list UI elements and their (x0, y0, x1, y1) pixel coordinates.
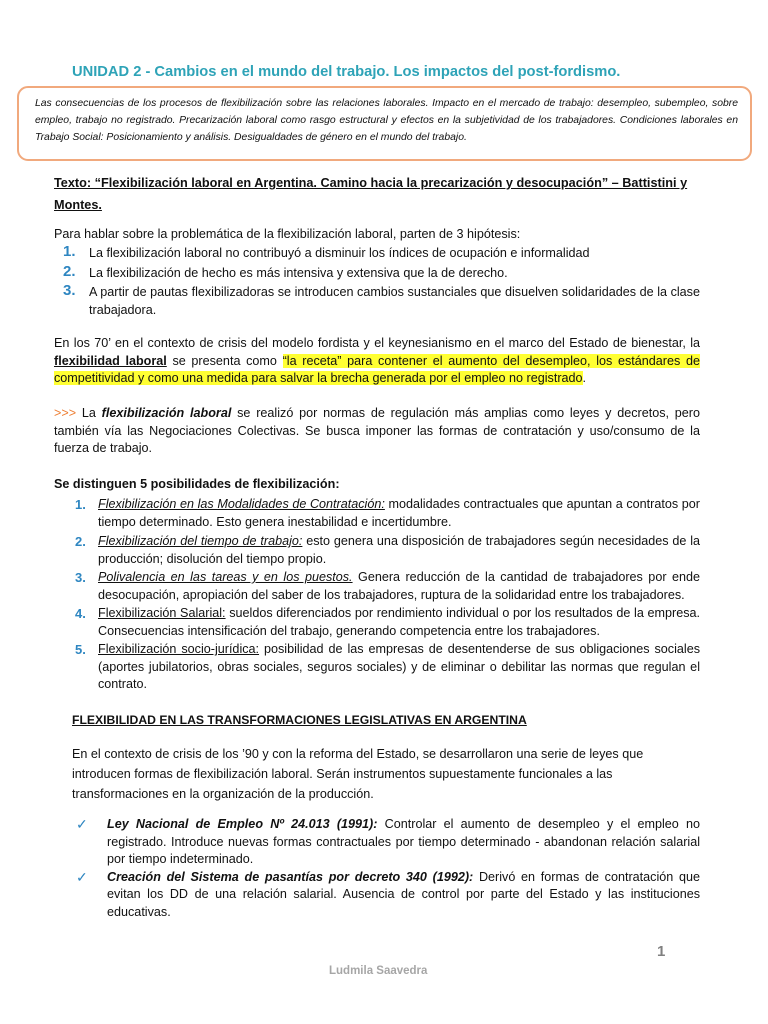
footer-author: Ludmila Saavedra (329, 965, 428, 977)
five-list (75, 496, 700, 694)
paragraph-text: se presenta como (166, 353, 283, 368)
list-item (75, 641, 700, 694)
list-item (75, 569, 700, 604)
hypotheses-list (63, 245, 700, 319)
list-item-text: esto genera una disposición de trabajadores según necesidades de la producción; disolución del tiempo propio. (98, 534, 700, 566)
checkmark-icon: ✓ (76, 868, 88, 885)
list-item (75, 533, 700, 568)
list-item (63, 262, 700, 283)
page-title: UNIDAD 2 - Cambios en el mundo del trabajo. Los impactos del post-fordismo. (72, 64, 621, 80)
text-title (54, 172, 718, 216)
paragraph-70s (54, 335, 700, 388)
list-item-text: Genera reducción de la cantidad de trabajadores por ende desocupación, apropiación del saber de los trabajadores, ruptura de la solidaridad entre los trabajadores. (98, 570, 700, 602)
flexibilidad-laboral-term: flexibilidad laboral (54, 353, 167, 368)
list-item-text: sueldos diferenciados por rendimiento individual o por los resultados de la empresa. Consecuencias intensificación del trabajo, generando competencia entre los trabajadores. (98, 606, 701, 638)
arrows-marker: >>> (54, 406, 77, 420)
list-item-label: Flexibilización Salarial: (98, 606, 226, 620)
list-item (76, 869, 700, 922)
list-item-label: Flexibilización del tiempo de trabajo: (98, 534, 303, 548)
list-number: 2. (75, 534, 86, 549)
list-number: 1. (63, 243, 76, 260)
page-number: 1 (657, 943, 666, 960)
law-title: Creación del Sistema de pasantías por decreto 340 (1992): (107, 869, 474, 884)
list-number: 4. (75, 606, 86, 621)
list-number: 5. (75, 642, 86, 657)
list-item-label: Flexibilización en las Modalidades de Contratación: (98, 497, 385, 511)
list-item (63, 284, 700, 319)
list-number: 3. (63, 282, 76, 299)
list-number: 1. (75, 497, 86, 512)
list-item-text: A partir de pautas flexibilizadoras se introducen cambios sustanciales que disuelven solidaridades de la clase trabajadora. (89, 285, 700, 317)
paragraph-90s: En el contexto de crisis de los ’90 y con la reforma del Estado, se desarrollaron una serie de leyes que introducen formas de flexibilización laboral. Serán instrumentos supuestamente funcionales a las transformaciones en la organización de la producción. (72, 747, 644, 801)
list-item-text: modalidades contractuales que apuntan a contratos por tiempo determinado. Esto genera inestabilidad e incertidumbre. (98, 497, 700, 529)
list-item-text: La flexibilización laboral no contribuyó a disminuir los índices de ocupación e informalidad (89, 246, 590, 260)
list-item-text: posibilidad de las empresas de desentenderse de sus obligaciones sociales (aportes jubilatorios, obras sociales, seguros sociales) y de eliminar o debilitar las normas que regulan el contrato. (98, 642, 700, 691)
list-item-text: La flexibilización de hecho es más intensiva y extensiva que la de derecho. (89, 265, 508, 280)
list-item (76, 816, 700, 869)
intro-paragraph: Para hablar sobre la problemática de la flexibilización laboral, parten de 3 hipótesis: (54, 227, 521, 241)
list-number: 2. (63, 262, 76, 280)
list-item (75, 496, 700, 531)
five-title: Se distinguen 5 posibilidades de flexibilización: (54, 477, 340, 491)
text-title-label: Texto: “Flexibilización laboral en Argentina. Camino hacia la precarización y desocupación” – Battistini y Montes. (54, 176, 688, 212)
paragraph-text: La (76, 406, 102, 420)
list-item-label: Polivalencia en las tareas y en los puestos. (98, 570, 353, 584)
summary-box: Las consecuencias de los procesos de flexibilización sobre las relaciones laborales. Impacto en el mercado de trabajo: desempleo, subempleo, sobre empleo, trabajo no registrado. Precarización laboral como rasgo estructural y efectos en la subjetividad de los trabajadores. Condiciones laborales en Trabajo Social: Posicionamiento y análisis. Desigualdades de género en el mundo del trabajo. (17, 86, 752, 161)
laws-list (76, 816, 700, 921)
list-number: 3. (75, 570, 86, 585)
list-item-text: Controlar el aumento de desempleo y el empleo no registrado. Introduce nuevas formas contractuales por tiempo determinado - abandonan relación salarial por tiempo indeterminado. (107, 817, 700, 866)
paragraph-text: En los 70’ en el contexto de crisis del modelo fordista y el keynesianismo en el marco del Estado de bienestar, la (54, 336, 700, 350)
law-title: Ley Nacional de Empleo Nº 24.013 (1991): (107, 817, 378, 831)
checkmark-icon: ✓ (76, 816, 88, 832)
paragraph-text: . (582, 371, 587, 385)
list-item-label: Flexibilización socio-jurídica: (98, 642, 260, 656)
list-item (63, 245, 700, 263)
list-item (75, 605, 700, 640)
paragraph-text: se realizó por normas de regulación más amplias como leyes y decretos, pero también vía las Negociaciones Colectivas. Se busca imponer las formas de contratación y uso/consumo de la fuerza de trabajo. (54, 406, 701, 455)
highlighted-text: “la receta” para contener el aumento del desempleo, los estándares de competitividad y como una medida para salvar la brecha generada por el empleo no registrado (54, 353, 700, 385)
flexibilizacion-term: flexibilización laboral (101, 406, 232, 420)
section-heading: FLEXIBILIDAD EN LAS TRANSFORMACIONES LEGISLATIVAS EN ARGENTINA (72, 713, 527, 727)
list-item-text: Derivó en formas de contratación que evitan los DD de una relación salarial. Ausencia de control por parte del Estado y las instituciones educativas. (107, 869, 700, 919)
paragraph-flexibilizacion (54, 405, 700, 458)
